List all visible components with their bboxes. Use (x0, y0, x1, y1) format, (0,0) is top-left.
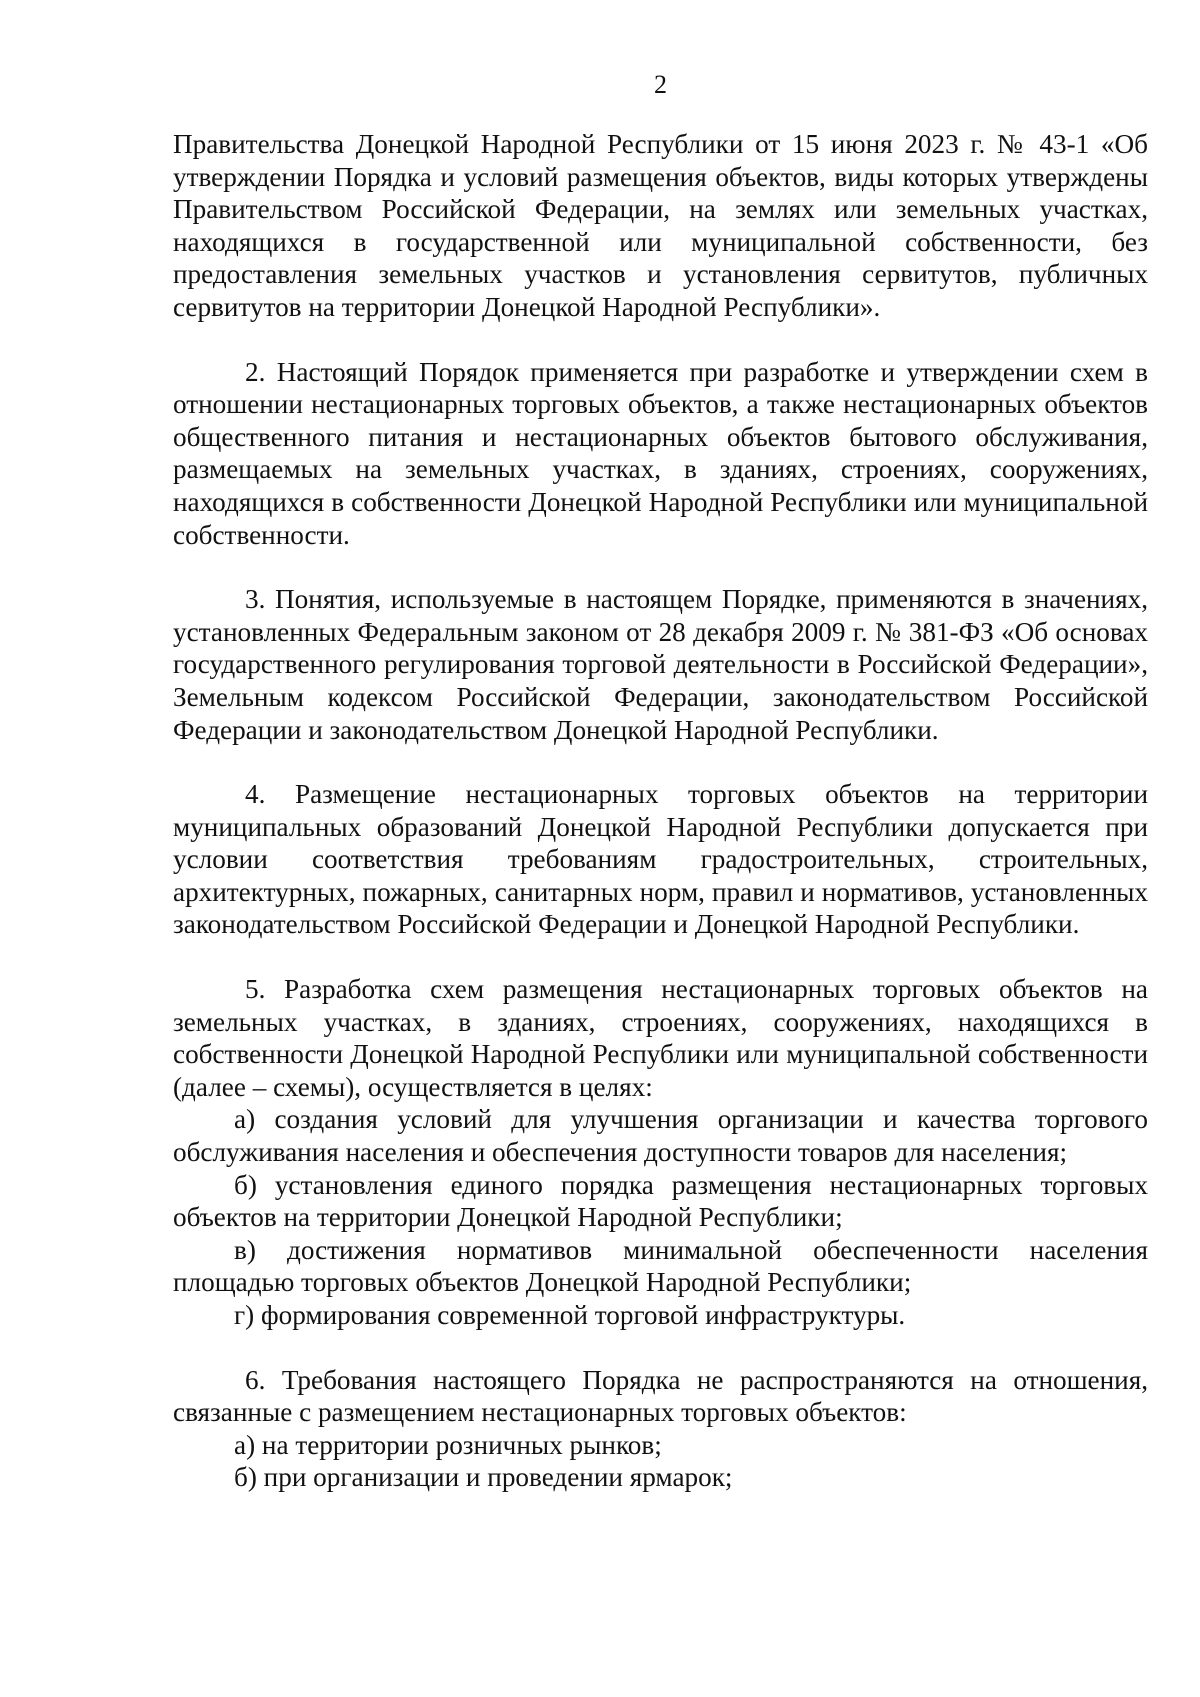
paragraph-5-item-d: г) формирования современной торговой инфраструктуры. (234, 1300, 906, 1330)
paragraph-3: 3. Понятия, используемые в настоящем Порядке, применяются в значениях, установленных Федеральным законом от 28 декабря 2009 г. № 381-ФЗ «Об основах государственного регулирования торговой деятельности в Российской Федерации», Земельным кодексом Российской Федерации, законодательством Российской Федерации и законодательством Донецкой Народной Республики. (173, 584, 1148, 745)
paragraph-continuation: Правительства Донецкой Народной Республики от 15 июня 2023 г. № 43-1 «Об утверждении Порядка и условий размещения объектов, виды которых утверждены Правительством Российской Федерации, на землях или земельных участках, находящихся в государственной или муниципальной собственности, без предоставления земельных участков и установления сервитутов, публичных сервитутов на территории Донецкой Народной Республики». (173, 129, 1148, 322)
paragraph-2: 2. Настоящий Порядок применяется при разработке и утверждении схем в отношении нестационарных торговых объектов, а также нестационарных объектов общественного питания и нестационарных объектов бытового обслуживания, размещаемых на земельных участках, в зданиях, строениях, сооружениях, находящихся в собственности Донецкой Народной Республики или муниципальной собственности. (173, 356, 1148, 550)
paragraph-6: 6. Требования настоящего Порядка не распространяются на отношения, связанные с размещением нестационарных торговых объектов: (173, 1364, 1148, 1428)
paragraph-5-item-a: а) создания условий для улучшения организации и качества торгового обслуживания населения и обеспечения доступности товаров для населения; (173, 1104, 1148, 1168)
paragraph-5: 5. Разработка схем размещения нестационарных торговых объектов на земельных участках, в зданиях, строениях, сооружениях, находящихся в собственности Донецкой Народной Республики или муниципальной собственности (далее – схемы), осуществляется в целях: (173, 974, 1148, 1102)
document-body (173, 128, 1148, 1494)
paragraph-4: 4. Размещение нестационарных торговых объектов на территории муниципальных образований Донецкой Народной Республики допускается при условии соответствия требованиям градостроительных, строительных, архитектурных, пожарных, санитарных норм, правил и нормативов, установленных законодательством Российской Федерации и Донецкой Народной Республики. (173, 779, 1148, 940)
page-number: 2 (654, 70, 667, 99)
paragraph-6-item-b: б) при организации и проведении ярмарок; (234, 1462, 733, 1493)
paragraph-5-item-c: в) достижения нормативов минимальной обеспеченности населения площадью торговых объектов Донецкой Народной Республики; (173, 1234, 1148, 1298)
paragraph-6-item-a: а) на территории розничных рынков; (234, 1429, 662, 1460)
paragraph-5-item-b: б) установления единого порядка размещения нестационарных торговых объектов на территории Донецкой Народной Республики; (173, 1169, 1148, 1233)
